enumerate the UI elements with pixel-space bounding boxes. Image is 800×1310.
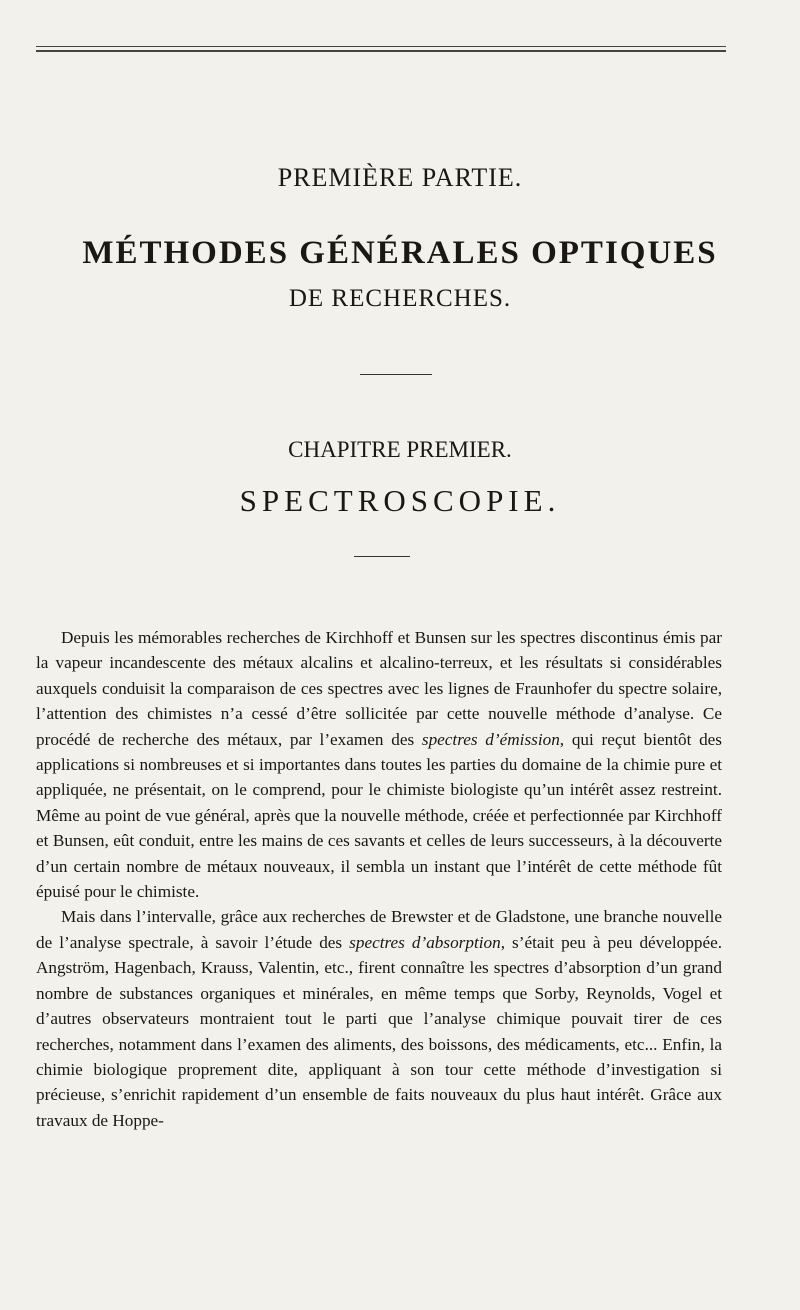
chapter-divider: [354, 556, 410, 557]
part-heading: PREMIÈRE PARTIE.: [277, 163, 523, 192]
paragraph-2-part-2: , s’était peu à peu développée. Angström, Hagenbach, Krauss, Valentin, etc., firent connaître les spectres d’absorption d’un grand nombre de substances organiques et minérales, en même temps que Sorby, Reynolds, Vogel et d’autres observateurs montraient tout le parti que l’analyse chimique pouvait tirer de ces recherches, notamment dans l’examen des aliments, des boissons, des médicaments, etc... Enfin, la chimie biologique proprement dite, appliquant à son tour cette méthode d’investigation si précieuse, s’enrichit rapidement d’un ensemble de faits nouveaux du plus haut intérêt. Grâce aux travaux de Hoppe-: [36, 932, 723, 1130]
paragraph-1-part-1: Depuis les mémorables recherches de Kirchhoff et Bunsen sur les spectres discontinus émis par la vapeur incandescente des métaux alcalins et alcalino-terreux, et les résultats si considérables auxquels conduisit la comparaison de ces spectres avec les lignes de Fraunhofer du spectre solaire, l’attention des chimistes n’a cessé d’être sollicitée par cette nouvelle méthode d’analyse. Ce procédé de recherche des métaux, par l’examen des: [36, 628, 722, 749]
emphasis-absorption-spectra: spectres d’absorption: [349, 932, 501, 952]
paragraph-1-part-2: , qui reçut bientôt des applications si nombreuses et si importantes dans toutes les parties du domaine de la chimie pure et appliquée, ne présentait, on le comprend, pour le chimiste biologiste qu’un intérêt assez restreint. Même au point de vue général, après que la nouvelle méthode, créée et perfectionnée par Kirchhoff et Bunsen, eût conduit, entre les mains de ces savants et celles de leurs successeurs, à la découverte d’un certain nombre de métaux nouveaux, il sembla un instant que l’intérêt de cette méthode fût épuisé pour le chimiste.: [36, 729, 723, 902]
paragraph-1: [36, 625, 722, 904]
emphasis-emission-spectra: spectres d’émission: [421, 729, 560, 749]
header-double-rule: [36, 50, 726, 52]
header-rule: [36, 46, 726, 47]
chapter-title: SPECTROSCOPIE.: [239, 483, 561, 518]
chapter-heading: CHAPITRE PREMIER.: [288, 437, 512, 462]
section-subtitle: DE RECHERCHES.: [288, 285, 512, 312]
section-divider: [360, 374, 432, 375]
paragraph-2: [36, 904, 722, 1133]
body-text: [36, 625, 722, 1133]
section-title: MÉTHODES GÉNÉRALES OPTIQUES: [82, 235, 718, 271]
paragraph-2-part-1: Mais dans l’intervalle, grâce aux recherches de Brewster et de Gladstone, une branche nouvelle de l’analyse spectrale, à savoir l’étude des: [36, 907, 722, 952]
